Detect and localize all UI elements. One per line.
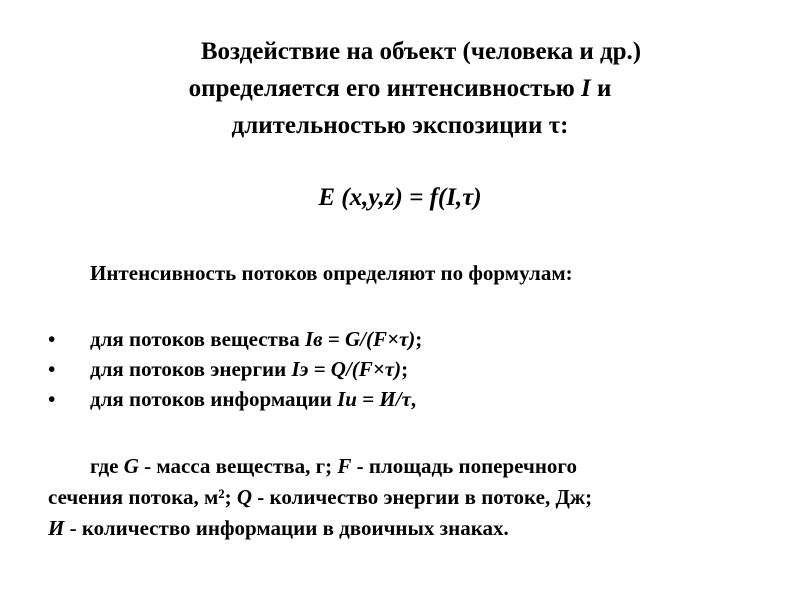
heading-line-2-end: и [590,75,612,102]
notes-line-3 [48,513,768,544]
list-item-label: для потоков информации [90,387,338,411]
legend-notes [48,451,768,544]
list-item-label: для потоков вещества [90,327,305,351]
bullet-icon: • [48,327,56,351]
exposure-formula: E (x,y,z) = f(I,τ) [318,184,482,211]
notes-line-2 [48,482,768,513]
list-item-tail: ; [401,357,409,381]
notes-text: сечения потока, м²; [48,485,237,509]
list-item-text [90,354,408,384]
notes-text: - количество энергии в потоке, Дж; [252,485,593,509]
list-item-tail: ; [415,327,423,351]
area-symbol: F [337,454,352,478]
mass-symbol: G [123,454,139,478]
heading-line-2-text: определяется его интенсивностью [188,75,582,102]
heading-line-1: Воздействие на объект (человека и др.) [200,38,642,65]
notes-text: - количество информации в двоичных знаках. [64,516,509,540]
bullet-icon: • [48,387,56,411]
notes-line-1 [48,451,768,482]
list-item-label: для потоков энергии [90,357,292,381]
intensity-symbol: I [581,75,591,102]
slide-heading [80,33,720,144]
bullet-icon: • [48,357,56,381]
list-item-formula: Iи = И/τ [337,387,411,411]
list-item-text [90,384,416,414]
list-item-formula: Iэ = Q/(F×τ) [291,357,402,381]
list-item-formula: Iв = G/(F×τ) [304,327,416,351]
intro-text: Интенсивность потоков определяют по формулам: [90,261,573,285]
notes-text: где [90,454,124,478]
list-item-text [90,324,422,354]
list-item-tail: , [410,387,417,411]
notes-text: - масса вещества, г; [138,454,338,478]
notes-text: - площадь поперечного [351,454,577,478]
information-symbol: И [48,516,65,540]
heading-line-3: длительностью экспозиции τ: [231,112,569,139]
heading-line-2 [80,70,720,107]
energy-symbol: Q [236,485,253,509]
